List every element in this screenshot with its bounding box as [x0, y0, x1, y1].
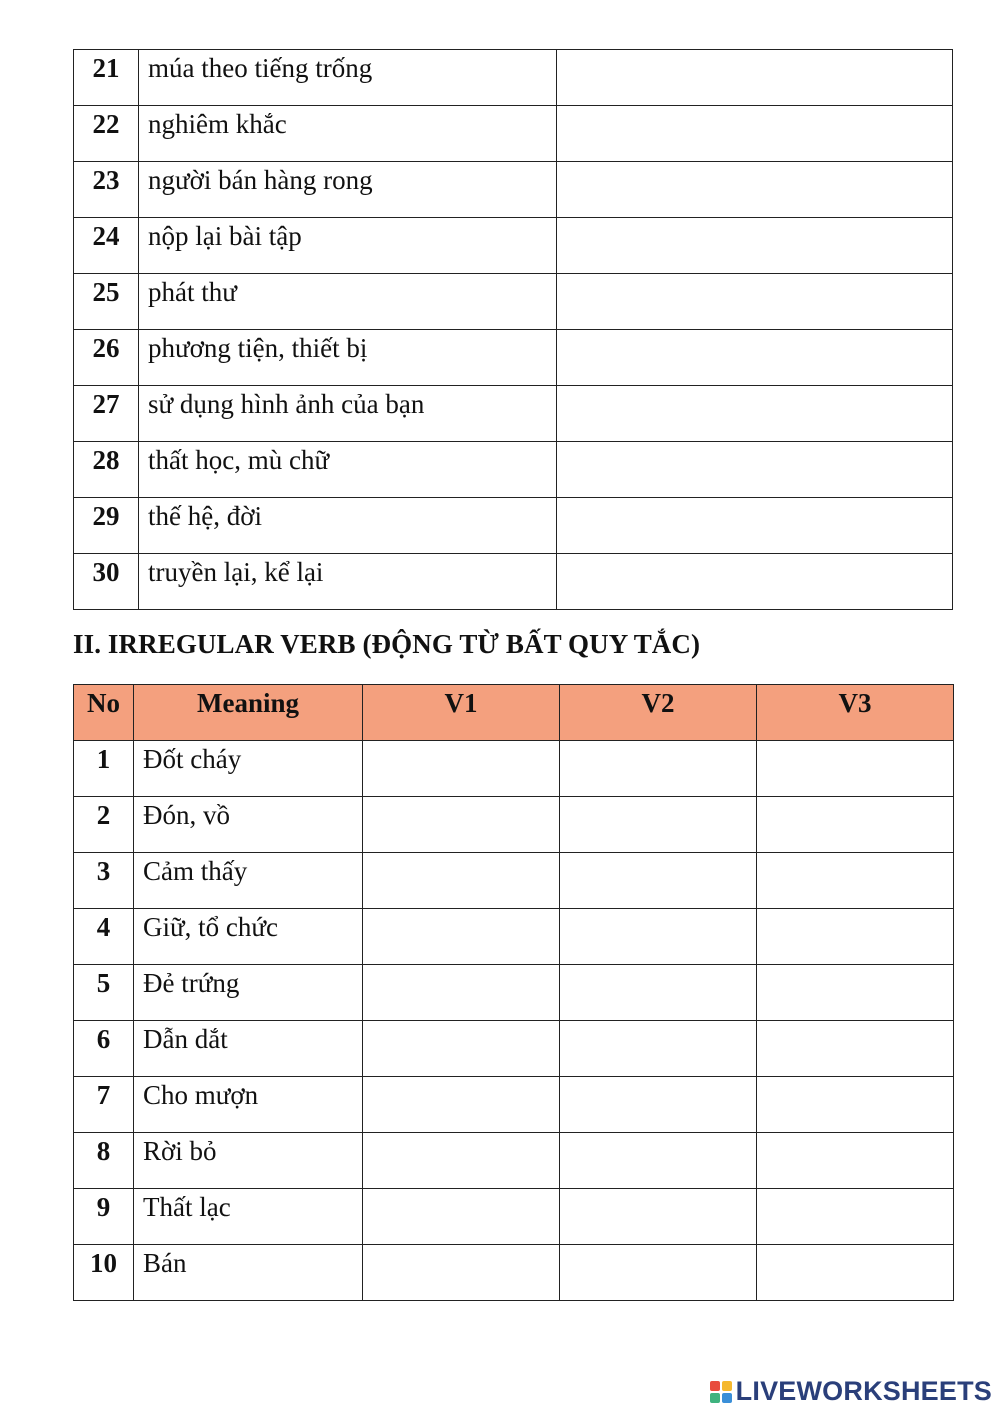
liveworksheets-logo — [710, 1376, 992, 1407]
row-number: 27 — [74, 386, 139, 442]
v2-cell[interactable] — [560, 909, 757, 965]
v3-cell[interactable] — [757, 741, 954, 797]
row-number: 8 — [74, 1133, 134, 1189]
table-row — [74, 1133, 954, 1189]
meaning-cell: người bán hàng rong — [139, 162, 557, 218]
v3-cell[interactable] — [757, 1021, 954, 1077]
v2-cell[interactable] — [560, 1021, 757, 1077]
row-number: 22 — [74, 106, 139, 162]
header-v2: V2 — [560, 685, 757, 741]
table-header-row — [74, 685, 954, 741]
row-number: 23 — [74, 162, 139, 218]
v2-cell[interactable] — [560, 1189, 757, 1245]
meaning-cell: phương tiện, thiết bị — [139, 330, 557, 386]
row-number: 26 — [74, 330, 139, 386]
answer-cell[interactable] — [557, 498, 953, 554]
v1-cell[interactable] — [363, 853, 560, 909]
meaning-cell: nghiêm khắc — [139, 106, 557, 162]
row-number: 6 — [74, 1021, 134, 1077]
meaning-cell: Đón, vồ — [134, 797, 363, 853]
table-row — [74, 797, 954, 853]
answer-cell[interactable] — [557, 50, 953, 106]
row-number: 9 — [74, 1189, 134, 1245]
v1-cell[interactable] — [363, 797, 560, 853]
table-row — [74, 106, 953, 162]
v1-cell[interactable] — [363, 1077, 560, 1133]
logo-grid-icon — [710, 1381, 732, 1403]
v3-cell[interactable] — [757, 1189, 954, 1245]
table-row — [74, 218, 953, 274]
header-v3: V3 — [757, 685, 954, 741]
v3-cell[interactable] — [757, 965, 954, 1021]
table-row — [74, 1245, 954, 1301]
meaning-cell: thất học, mù chữ — [139, 442, 557, 498]
row-number: 2 — [74, 797, 134, 853]
v1-cell[interactable] — [363, 1245, 560, 1301]
table-row — [74, 442, 953, 498]
table-row — [74, 50, 953, 106]
meaning-cell: Rời bỏ — [134, 1133, 363, 1189]
v2-cell[interactable] — [560, 1077, 757, 1133]
v3-cell[interactable] — [757, 1245, 954, 1301]
v3-cell[interactable] — [757, 1077, 954, 1133]
meaning-cell: sử dụng hình ảnh của bạn — [139, 386, 557, 442]
table-row — [74, 554, 953, 610]
table-row — [74, 965, 954, 1021]
table-row — [74, 853, 954, 909]
v2-cell[interactable] — [560, 853, 757, 909]
table-row — [74, 1189, 954, 1245]
table-row — [74, 909, 954, 965]
answer-cell[interactable] — [557, 274, 953, 330]
row-number: 4 — [74, 909, 134, 965]
table-row — [74, 1077, 954, 1133]
v2-cell[interactable] — [560, 1245, 757, 1301]
answer-cell[interactable] — [557, 330, 953, 386]
meaning-cell: Đẻ trứng — [134, 965, 363, 1021]
header-v1: V1 — [363, 685, 560, 741]
v2-cell[interactable] — [560, 741, 757, 797]
table-row — [74, 1021, 954, 1077]
brand-text: LIVEWORKSHEETS — [735, 1376, 992, 1406]
table-row — [74, 498, 953, 554]
v3-cell[interactable] — [757, 909, 954, 965]
row-number: 24 — [74, 218, 139, 274]
header-meaning: Meaning — [134, 685, 363, 741]
row-number: 21 — [74, 50, 139, 106]
v2-cell[interactable] — [560, 797, 757, 853]
answer-cell[interactable] — [557, 162, 953, 218]
answer-cell[interactable] — [557, 554, 953, 610]
meaning-cell: Cho mượn — [134, 1077, 363, 1133]
row-number: 30 — [74, 554, 139, 610]
meaning-cell: thế hệ, đời — [139, 498, 557, 554]
irregular-verb-table — [73, 684, 954, 1301]
v1-cell[interactable] — [363, 1133, 560, 1189]
row-number: 29 — [74, 498, 139, 554]
v3-cell[interactable] — [757, 1133, 954, 1189]
v1-cell[interactable] — [363, 909, 560, 965]
row-number: 25 — [74, 274, 139, 330]
v1-cell[interactable] — [363, 1189, 560, 1245]
row-number: 5 — [74, 965, 134, 1021]
row-number: 10 — [74, 1245, 134, 1301]
table-row — [74, 741, 954, 797]
v1-cell[interactable] — [363, 965, 560, 1021]
answer-cell[interactable] — [557, 218, 953, 274]
answer-cell[interactable] — [557, 386, 953, 442]
meaning-cell: truyền lại, kể lại — [139, 554, 557, 610]
meaning-cell: Giữ, tổ chức — [134, 909, 363, 965]
meaning-cell: múa theo tiếng trống — [139, 50, 557, 106]
section-title: II. IRREGULAR VERB (ĐỘNG TỪ BẤT QUY TẮC) — [73, 629, 701, 659]
meaning-cell: nộp lại bài tập — [139, 218, 557, 274]
meaning-cell: Bán — [134, 1245, 363, 1301]
v2-cell[interactable] — [560, 1133, 757, 1189]
v2-cell[interactable] — [560, 965, 757, 1021]
row-number: 28 — [74, 442, 139, 498]
v1-cell[interactable] — [363, 1021, 560, 1077]
answer-cell[interactable] — [557, 442, 953, 498]
header-no: No — [74, 685, 134, 741]
meaning-cell: Cảm thấy — [134, 853, 363, 909]
row-number: 3 — [74, 853, 134, 909]
table-row — [74, 386, 953, 442]
row-number: 7 — [74, 1077, 134, 1133]
meaning-cell: Thất lạc — [134, 1189, 363, 1245]
table-row — [74, 330, 953, 386]
table-row — [74, 274, 953, 330]
meaning-cell: Dẫn dắt — [134, 1021, 363, 1077]
table-row — [74, 162, 953, 218]
vocabulary-table — [73, 49, 953, 610]
v3-cell[interactable] — [757, 797, 954, 853]
meaning-cell: phát thư — [139, 274, 557, 330]
answer-cell[interactable] — [557, 106, 953, 162]
row-number: 1 — [74, 741, 134, 797]
v3-cell[interactable] — [757, 853, 954, 909]
meaning-cell: Đốt cháy — [134, 741, 363, 797]
v1-cell[interactable] — [363, 741, 560, 797]
